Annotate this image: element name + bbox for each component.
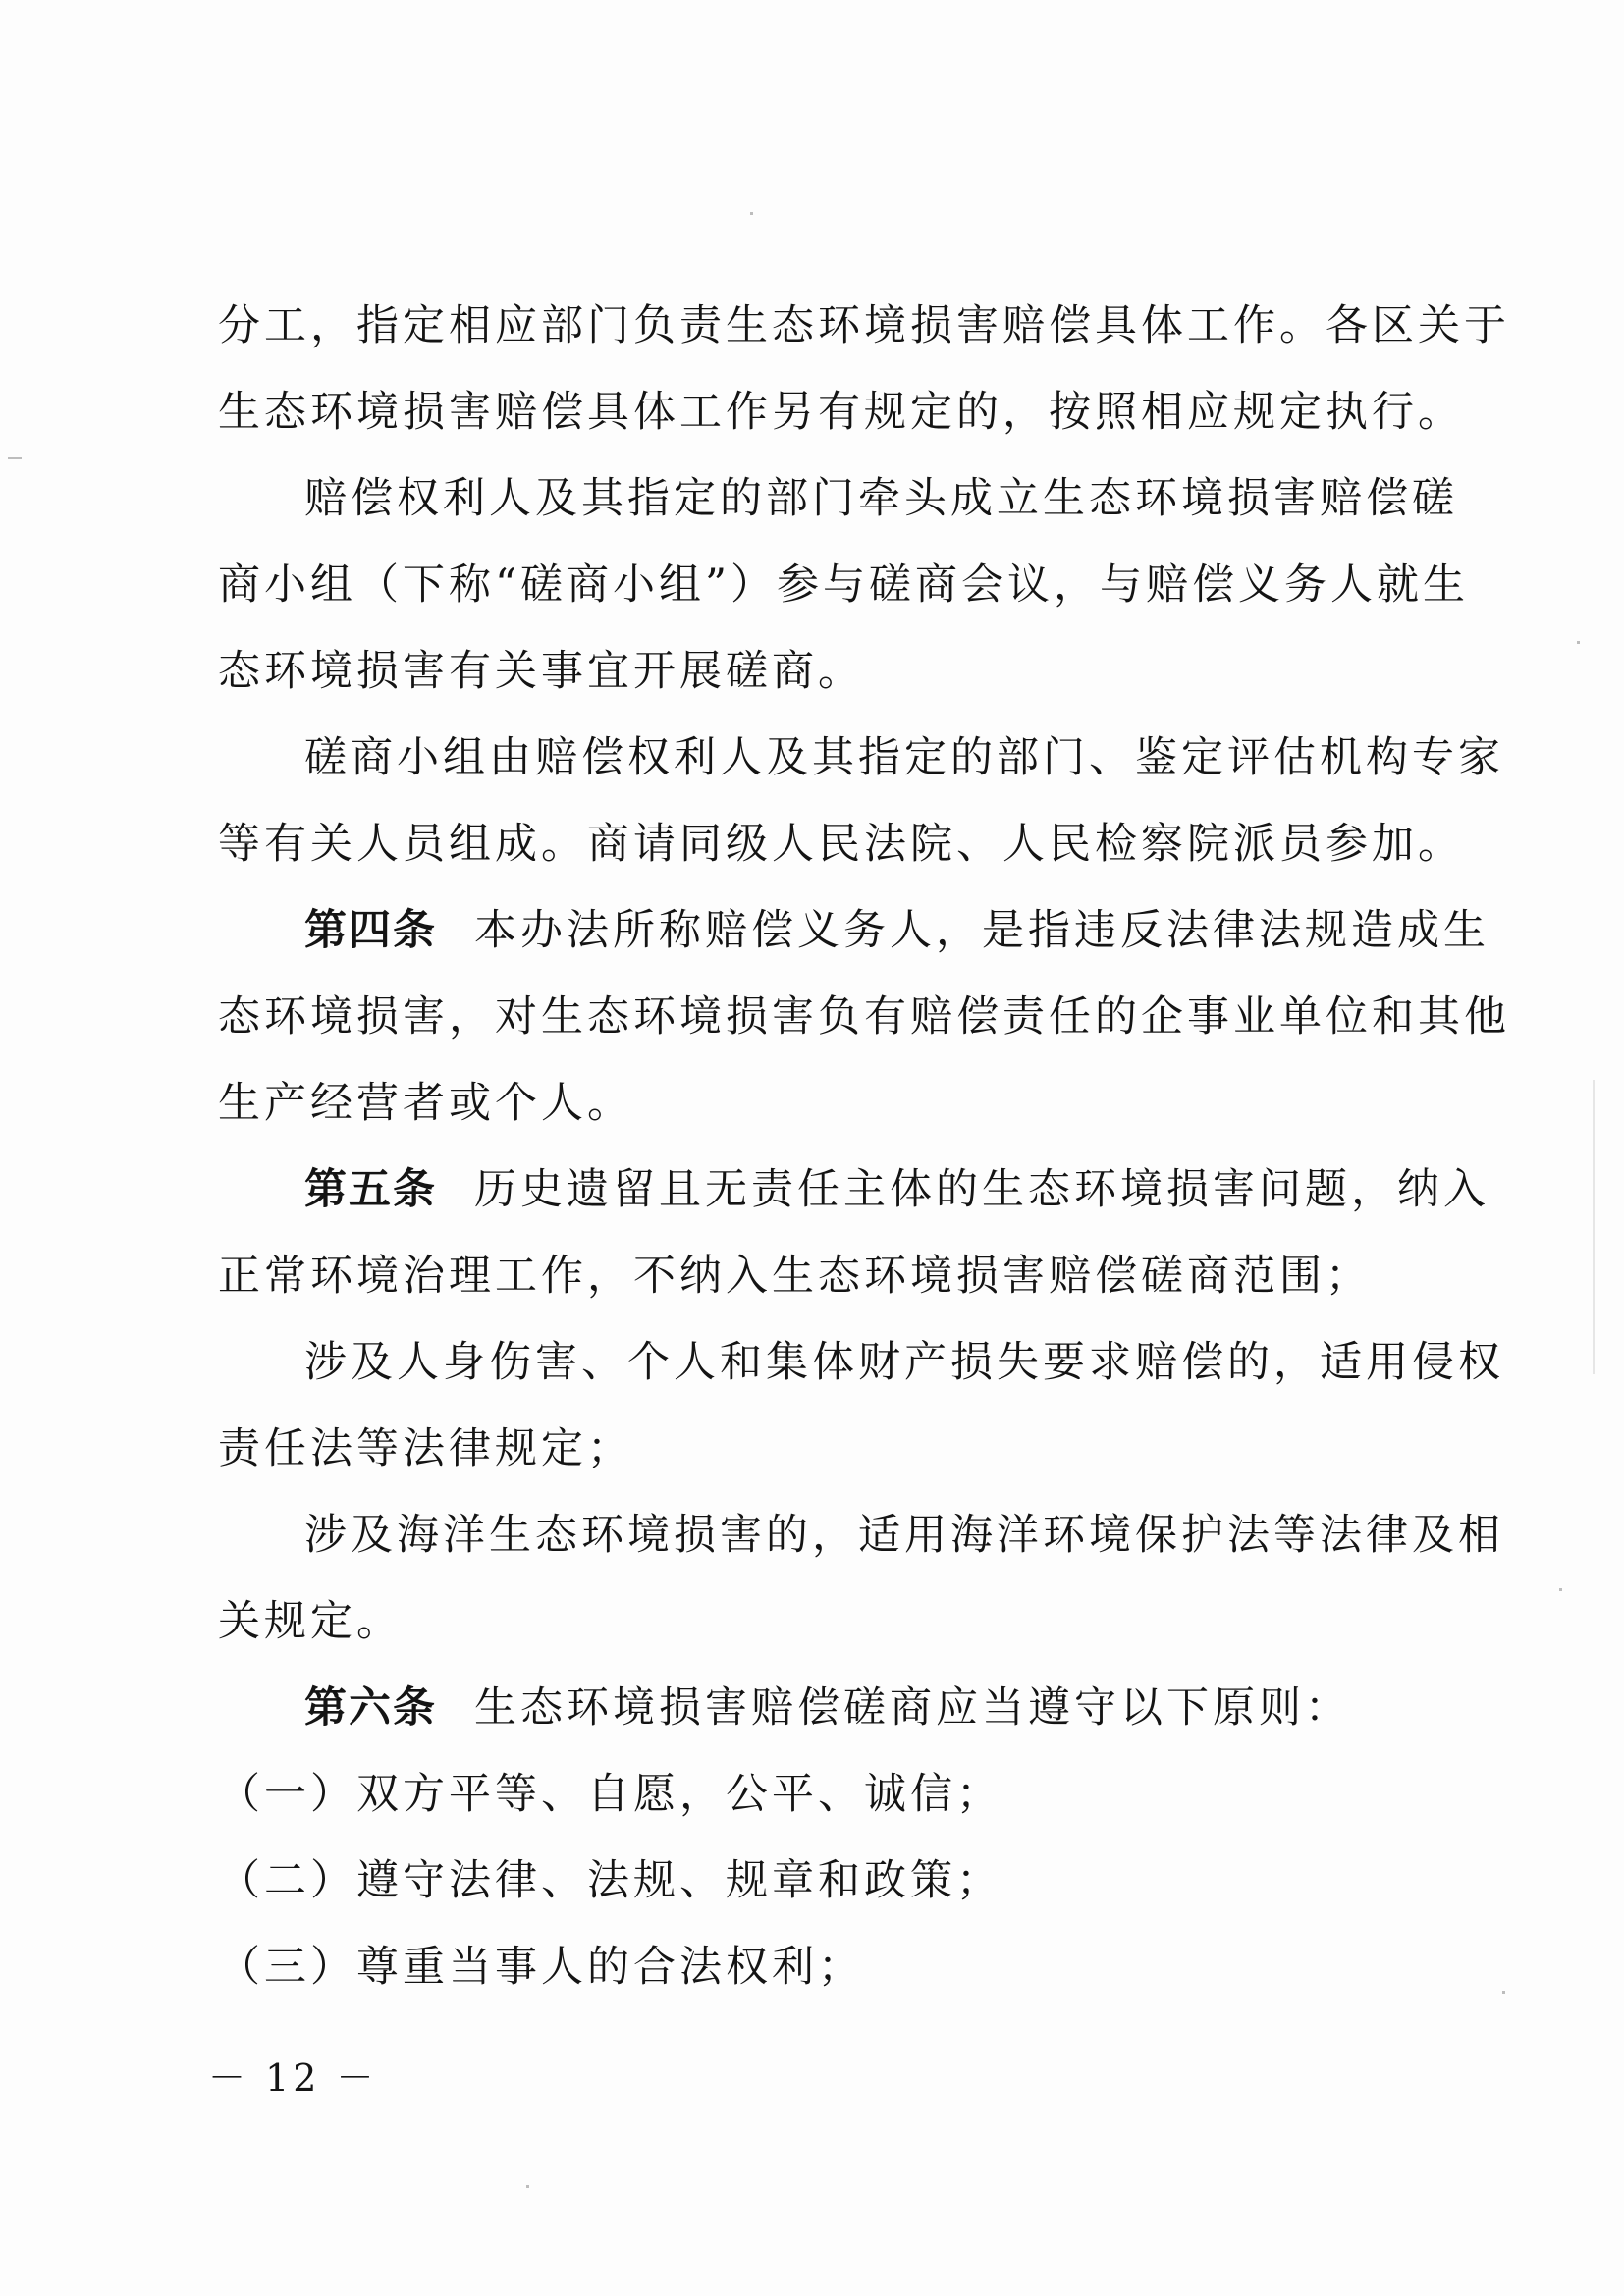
text-line-16: 关规定。	[218, 1597, 403, 1646]
text-line-12: 正常环境治理工作，不纳入生态环境损害赔偿磋商范围；	[218, 1252, 1372, 1301]
article-6-label: 第六条	[304, 1683, 437, 1733]
text-line-2: 生态环境损害赔偿具体工作另有规定的，按照相应规定执行。	[218, 388, 1464, 437]
text-line-14: 责任法等法律规定；	[218, 1424, 633, 1473]
scan-speck	[526, 2185, 529, 2188]
scan-speck	[1559, 1588, 1562, 1591]
text-line-5: 态环境损害有关事宜开展磋商。	[218, 647, 864, 696]
text-line-3: 赔偿权利人及其指定的部门牵头成立生态环境损害赔偿磋	[304, 474, 1458, 523]
article-6-first-line	[304, 1679, 1351, 1737]
text-line-4: 商小组（下称“磋商小组”）参与磋商会议，与赔偿义务人就生	[218, 561, 1469, 610]
text-line-13: 涉及人身伤害、个人和集体财产损失要求赔偿的，适用侵权	[304, 1338, 1504, 1387]
list-item-2: （二）遵守法律、法规、规章和政策；	[218, 1856, 1002, 1905]
text-line-7: 等有关人员组成。商请同级人民法院、人民检察院派员参加。	[218, 820, 1464, 869]
text-line-10: 生产经营者或个人。	[218, 1079, 633, 1128]
text-line-9: 态环境损害，对生态环境损害负有赔偿责任的企事业单位和其他	[218, 992, 1510, 1041]
scan-edge-shadow	[1593, 1080, 1595, 1374]
article-5-label: 第五条	[304, 1165, 437, 1214]
article-4-label: 第四条	[304, 906, 437, 955]
scan-speck	[1502, 1991, 1505, 1994]
article-5-first-line	[304, 1160, 1489, 1219]
scan-speck	[1577, 641, 1580, 644]
text-line-11: 历史遗留且无责任主体的生态环境损害问题，纳入	[474, 1165, 1489, 1214]
scan-speck	[750, 212, 753, 215]
text-line-17: 生态环境损害赔偿磋商应当遵守以下原则：	[474, 1683, 1351, 1733]
text-line-8: 本办法所称赔偿义务人，是指违反法律法规造成生	[474, 906, 1489, 955]
text-line-15: 涉及海洋生态环境损害的，适用海洋环境保护法等法律及相	[304, 1511, 1504, 1560]
list-item-3: （三）尊重当事人的合法权利；	[218, 1943, 864, 1992]
list-item-1: （一）双方平等、自愿，公平、诚信；	[218, 1770, 1002, 1819]
article-4-first-line	[304, 901, 1489, 960]
scan-speck	[8, 457, 22, 459]
page-number: － 12 －	[208, 2056, 378, 2100]
text-line-6: 磋商小组由赔偿权利人及其指定的部门、鉴定评估机构专家	[304, 733, 1504, 782]
text-line-1: 分工，指定相应部门负责生态环境损害赔偿具体工作。各区关于	[218, 301, 1510, 350]
